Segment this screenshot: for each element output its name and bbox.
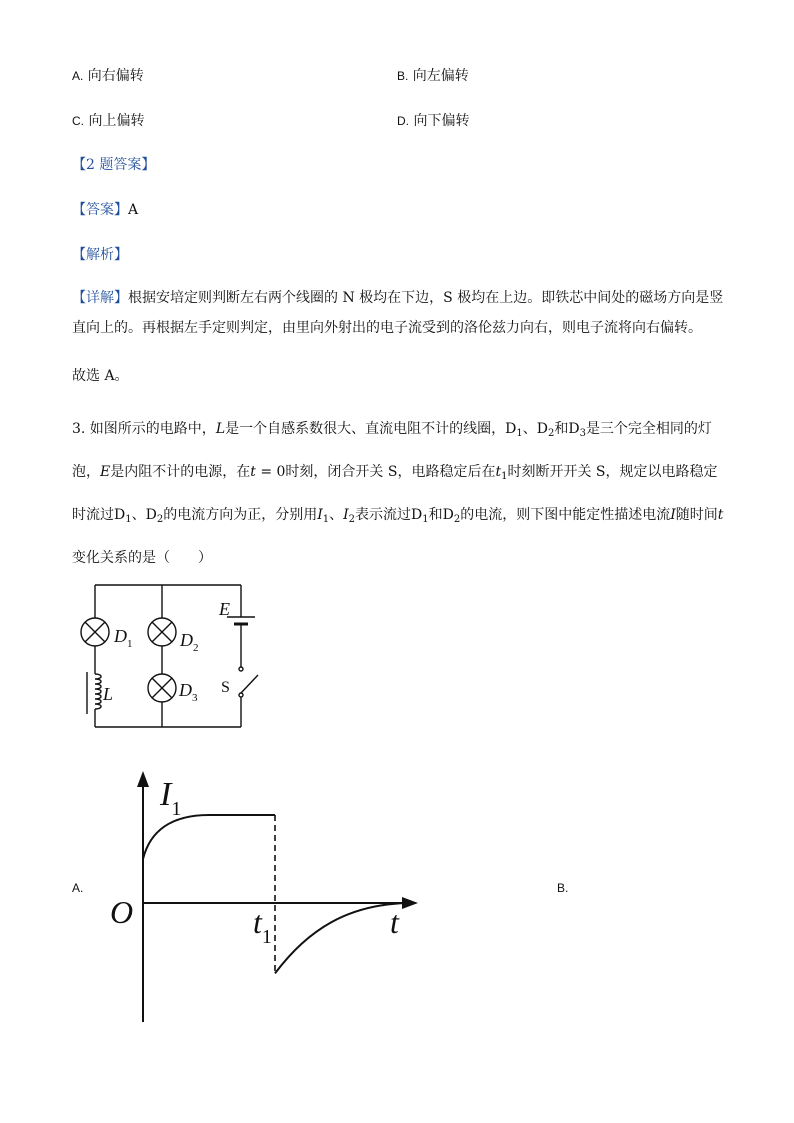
q3-symbol-t: t xyxy=(495,464,502,480)
q3-subscript: 1 xyxy=(501,471,508,482)
battery-icon xyxy=(227,617,255,624)
q3-text: 的电流，则下图中能定性描述电流 xyxy=(460,507,671,523)
conclusion: 故选 A。 xyxy=(72,368,129,384)
label-d3: $D_3$ xyxy=(179,680,198,704)
q3-subscript: 2 xyxy=(348,514,356,525)
label-d2: $D_2$ xyxy=(180,630,199,654)
q3-subscript: 1 xyxy=(422,514,429,525)
q3-subscript: 2 xyxy=(547,428,555,439)
q3-text: 的电流方向为正，分别用 xyxy=(163,507,318,523)
q3-text: 随时间 xyxy=(675,507,718,523)
q3-text: 、 xyxy=(329,507,344,523)
q3-symbol-D: D xyxy=(411,507,423,523)
q3-subscript: 1 xyxy=(125,514,132,525)
option-text: 向下偏转 xyxy=(413,113,470,129)
t1-label: $t_1$ xyxy=(253,904,272,948)
q3-text: 时刻，闭合开关 S，电路稳定后在 xyxy=(285,464,496,480)
option-d xyxy=(397,111,469,131)
q3-text: 是内阻不计的电源，在 xyxy=(110,464,251,480)
q3-symbol-I: I xyxy=(343,507,349,523)
q3-text: 是三个完全相同的灯泡， xyxy=(72,421,712,480)
q3-symbol-D: D xyxy=(145,507,157,523)
switch-contact xyxy=(239,667,243,671)
option-text: 向左偏转 xyxy=(412,68,469,84)
q3-text: 时刻断开开关 S，规定以电路稳定时流过 xyxy=(72,464,718,523)
question-3 xyxy=(72,410,728,577)
q3-symbol-I: I xyxy=(670,507,676,523)
q3-text: 变化关系的是（ ） xyxy=(72,550,212,566)
label-l: L xyxy=(103,684,114,704)
option-text: 向上偏转 xyxy=(88,113,145,129)
q3-symbol-E: E xyxy=(100,464,111,480)
answer-line xyxy=(72,200,138,220)
option-b-label: B. xyxy=(557,881,569,895)
answer-header: 【2 题答案】 xyxy=(72,157,156,173)
q3-text: 3. 如图所示的电路中， xyxy=(72,421,216,437)
q3-symbol-D: D xyxy=(568,421,580,437)
q3-text: 和 xyxy=(554,421,569,437)
q3-text: 、 xyxy=(131,507,146,523)
label-s: S xyxy=(221,679,230,696)
detail-text: 根据安培定则判断左右两个线圈的 N 极均在下边，S 极均在上边。即铁芯中间处的磁场方向是竖直向上的。再根据左手定则判定，由里向外射出的电子流受到的洛伦兹力向右，则电子流将向右偏转。 xyxy=(72,290,724,336)
q3-symbol-t: t xyxy=(250,464,256,480)
origin-label: O xyxy=(110,894,134,930)
q3-symbol-L: L xyxy=(215,421,226,437)
q3-subscript: 2 xyxy=(453,514,461,525)
label-e: E xyxy=(219,599,230,619)
q3-text: 、 xyxy=(522,421,537,437)
y-axis-label: $I_1$ xyxy=(160,776,182,820)
option-text: 向右偏转 xyxy=(87,68,144,84)
lamp-d3-icon xyxy=(148,674,176,702)
detail-tag: 【详解】 xyxy=(72,290,128,306)
q3-symbol-D: D xyxy=(442,507,454,523)
lamp-d2-icon xyxy=(148,618,176,646)
q3-subscript: 1 xyxy=(516,428,523,439)
q3-symbol-D: D xyxy=(505,421,517,437)
q3-symbol-D: D xyxy=(114,507,126,523)
analysis-tag: 【解析】 xyxy=(72,247,128,263)
q3-subscript: 3 xyxy=(579,428,586,439)
option-letter: C. xyxy=(72,114,84,128)
switch-contact xyxy=(239,693,243,697)
answer-tag: 【答案】 xyxy=(72,202,128,218)
y-axis-arrow-icon xyxy=(137,771,149,787)
q3-text: 是一个自感系数很大、直流电阻不计的线圈， xyxy=(225,421,506,437)
q3-text: 表示流过 xyxy=(355,507,412,523)
q3-subscript: 2 xyxy=(156,514,164,525)
q3-symbol-D: D xyxy=(536,421,548,437)
q3-text: = 0 xyxy=(255,464,286,480)
curve-decay xyxy=(275,903,407,973)
q3-text: 和 xyxy=(428,507,443,523)
option-letter: D. xyxy=(397,114,409,128)
detail-paragraph xyxy=(72,283,728,343)
label-d1: $D_1$ xyxy=(114,626,133,650)
graph-a-option-label: A. xyxy=(72,881,84,895)
graph-a xyxy=(100,765,430,1025)
option-letter: B. xyxy=(397,69,409,83)
circuit-diagram xyxy=(78,580,278,740)
answer-value: A xyxy=(128,202,139,218)
x-axis-label: t xyxy=(390,904,399,940)
switch-lever-icon xyxy=(241,675,258,693)
q3-subscript: 1 xyxy=(322,514,330,525)
q3-symbol-t: t xyxy=(717,507,724,523)
inductor-coil xyxy=(95,674,101,709)
lamp-d1-icon xyxy=(81,618,109,646)
option-letter: A. xyxy=(72,69,84,83)
option-b xyxy=(397,66,469,86)
option-a xyxy=(72,66,144,86)
q3-symbol-I: I xyxy=(317,507,323,523)
option-c xyxy=(72,111,144,131)
curve-rise xyxy=(143,815,275,859)
